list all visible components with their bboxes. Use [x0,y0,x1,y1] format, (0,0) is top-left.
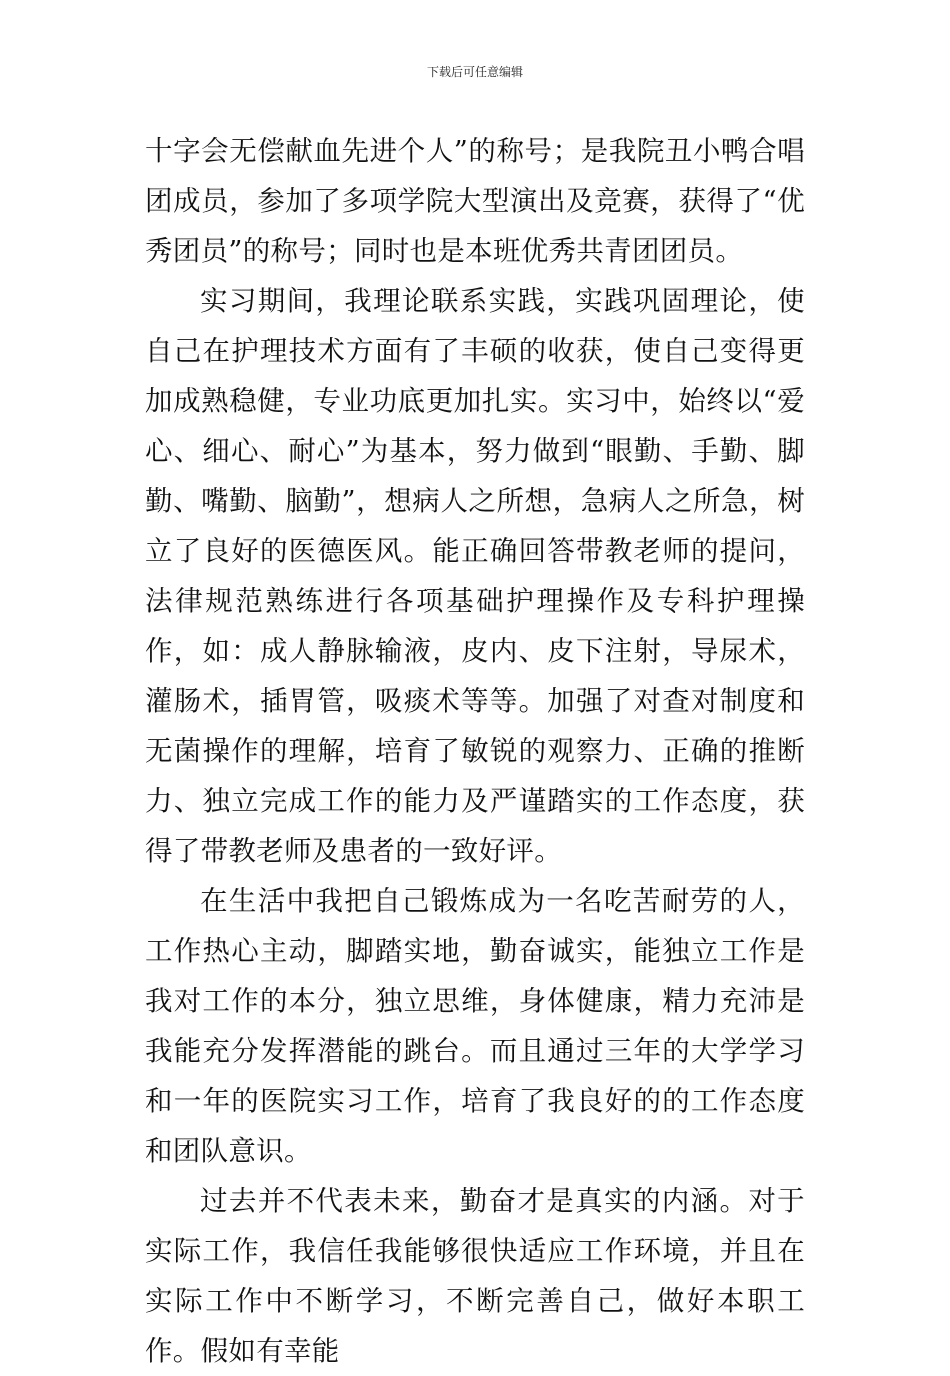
paragraph-4: 过去并不代表未来，勤奋才是真实的内涵。对于实际工作，我信任我能够很快适应工作环境，并且在实际工作中不断学习，不断完善自己，做好本职工作。假如有幸能 [145,1185,805,1367]
paragraph-2: 实习期间，我理论联系实践，实践巩固理论，使自己在护理技术方面有了丰硕的收获，使自己变得更加成熟稳健，专业功底更加扎实。实习中，始终以“爱心、细心、耐心”为基本，努力做到“眼勤、手勤、脚勤、嘴勤、脑勤”，想病人之所想，急病人之所急，树立了良好的医德医风。能正确回答带教老师的提问，法律规范熟练进行各项基础护理操作及专科护理操作，如：成人静脉输液，皮内、皮下注射，导尿术，灌肠术，插胃管，吸痰术等等。加强了对查对制度和无菌操作的理解，培育了敏锐的观察力、正确的推断力、独立完成工作的能力及严谨踏实的工作态度，获得了带教老师及患者的一致好评。 [145,285,805,867]
paragraph-3: 在生活中我把自己锻炼成为一名吃苦耐劳的人，工作热心主动，脚踏实地，勤奋诚实，能独立工作是我对工作的本分，独立思维，身体健康，精力充沛是我能充分发挥潜能的跳台。而且通过三年的大学学习和一年的医院实习工作，培育了我良好的的工作态度和团队意识。 [145,885,805,1167]
header-note: 下载后可任意编辑 [426,65,523,79]
paragraph-1: 十字会无偿献血先进个人”的称号；是我院丑小鸭合唱团成员，参加了多项学院大型演出及竞赛，获得了“优秀团员”的称号；同时也是本班优秀共青团团员。 [145,135,805,267]
body-text [145,126,805,1376]
